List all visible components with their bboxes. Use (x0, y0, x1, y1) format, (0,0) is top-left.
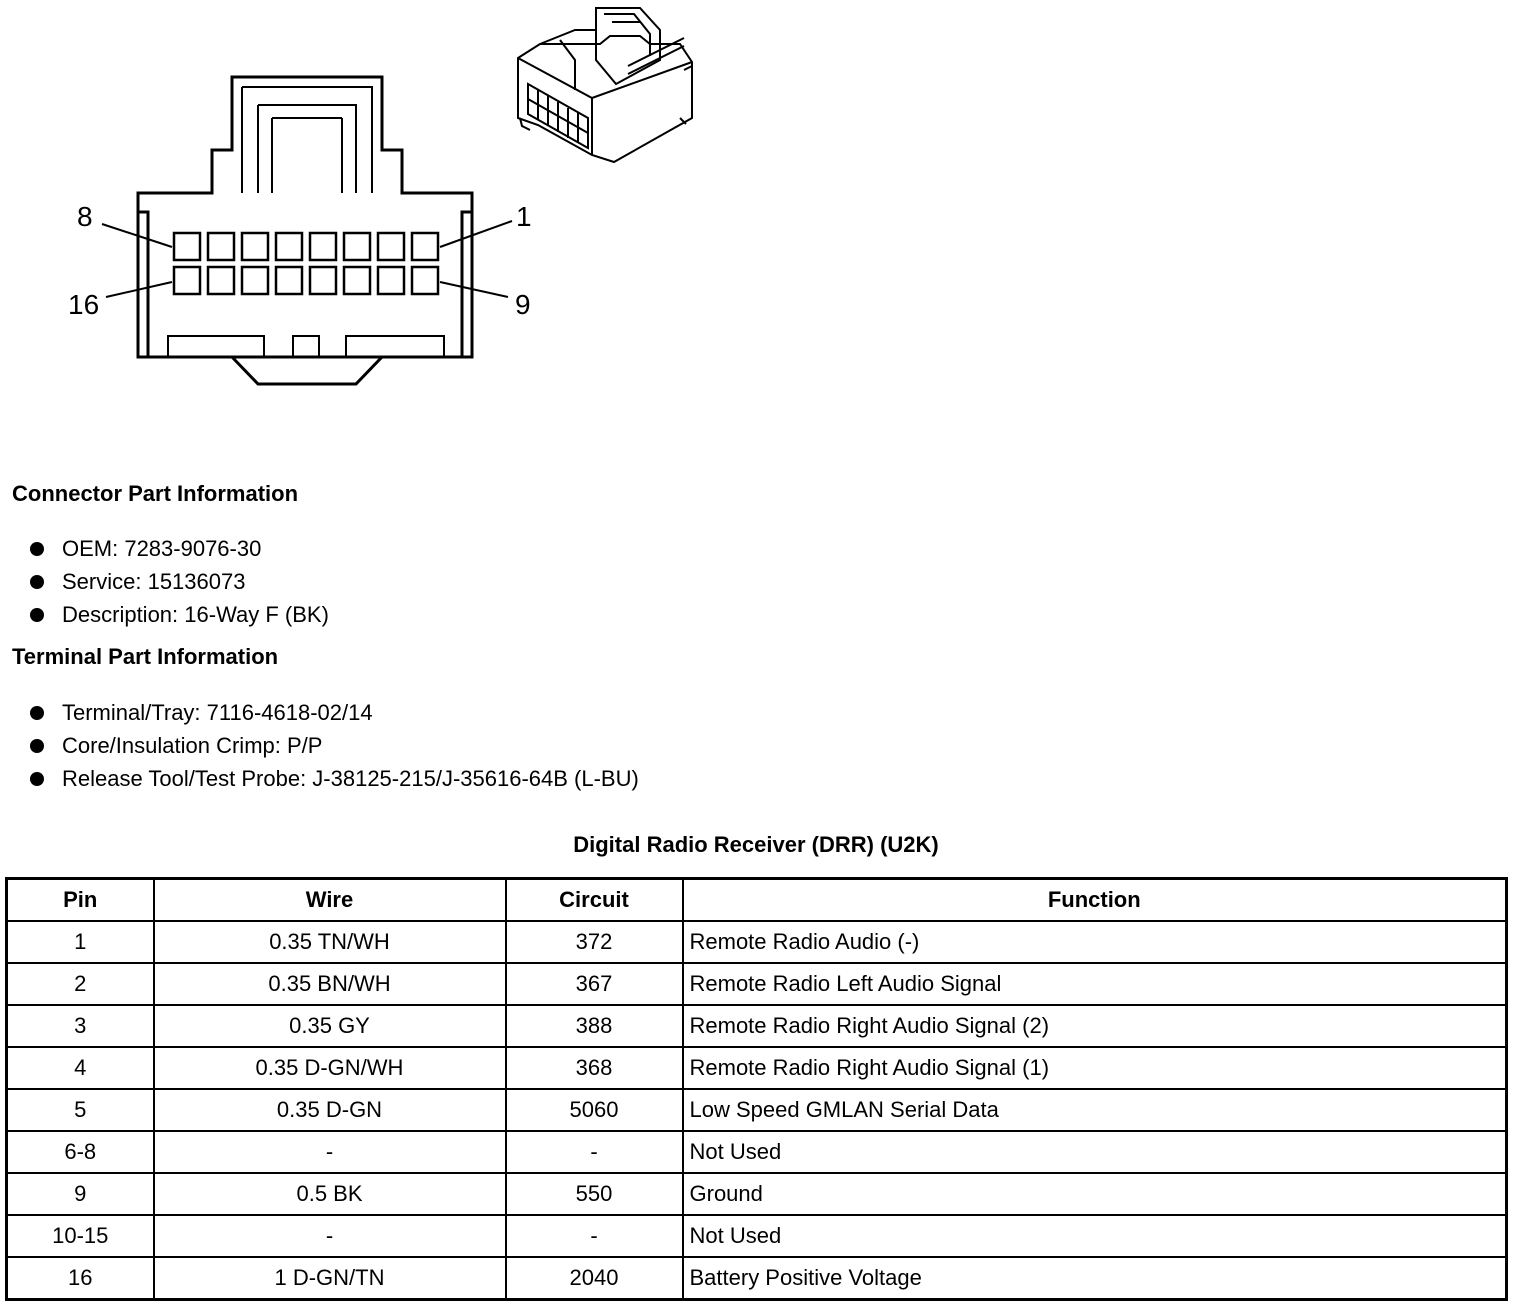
pin-cavity (344, 267, 370, 294)
pin-cavity (412, 233, 438, 260)
pin-cavity (412, 267, 438, 294)
bullet-icon (30, 608, 44, 622)
circuit-cell: - (506, 1131, 683, 1173)
pin-cell: 10-15 (7, 1215, 154, 1257)
wire-cell: 0.35 BN/WH (154, 963, 506, 1005)
list-item (30, 729, 639, 762)
pin-cavity (208, 233, 234, 260)
pin-cavity (310, 233, 336, 260)
circuit-cell: - (506, 1215, 683, 1257)
table-row (7, 1173, 1507, 1215)
function-cell: Remote Radio Left Audio Signal (683, 963, 1507, 1005)
table-row (7, 1215, 1507, 1257)
connector-3d-illustration (518, 8, 692, 162)
circuit-cell: 368 (506, 1047, 683, 1089)
list-item (30, 762, 639, 795)
function-cell: Remote Radio Right Audio Signal (1) (683, 1047, 1507, 1089)
list-item (30, 696, 639, 729)
wire-cell: 1 D-GN/TN (154, 1257, 506, 1300)
pin-cavity (242, 233, 268, 260)
function-cell: Remote Radio Audio (-) (683, 921, 1507, 963)
pin-cavity (276, 267, 302, 294)
list-item (30, 532, 329, 565)
wire-cell: 0.35 D-GN (154, 1089, 506, 1131)
list-item-text: OEM: 7283-9076-30 (62, 536, 262, 561)
function-cell: Not Used (683, 1215, 1507, 1257)
terminal-info-list (30, 696, 639, 795)
pin-cavity (344, 233, 370, 260)
function-cell: Ground (683, 1173, 1507, 1215)
wire-cell: - (154, 1131, 506, 1173)
connector-info-heading: Connector Part Information (12, 481, 299, 506)
wire-cell: 0.35 D-GN/WH (154, 1047, 506, 1089)
pin-cavity (378, 267, 404, 294)
table-row (7, 963, 1507, 1005)
wire-cell: 0.5 BK (154, 1173, 506, 1215)
pin-cavity (208, 267, 234, 294)
list-item-text: Release Tool/Test Probe: J-38125-215/J-35616-64B (L-BU) (62, 766, 639, 791)
wire-cell: 0.35 GY (154, 1005, 506, 1047)
pin-cavity (310, 267, 336, 294)
list-item (30, 565, 329, 598)
connector-info-list (30, 532, 329, 631)
bullet-icon (30, 739, 44, 753)
pin-cavity (174, 267, 200, 294)
pin-cell: 4 (7, 1047, 154, 1089)
connector-face-outline (138, 77, 472, 384)
table-row (7, 1005, 1507, 1047)
wire-cell: - (154, 1215, 506, 1257)
circuit-cell: 388 (506, 1005, 683, 1047)
wire-cell: 0.35 TN/WH (154, 921, 506, 963)
pin-label-9: 9 (515, 289, 531, 320)
circuit-cell: 5060 (506, 1089, 683, 1131)
column-header-function: Function (683, 879, 1507, 922)
pin-cavity (276, 233, 302, 260)
bullet-icon (30, 542, 44, 556)
circuit-cell: 372 (506, 921, 683, 963)
pin-label-1: 1 (516, 201, 532, 232)
list-item-text: Core/Insulation Crimp: P/P (62, 733, 323, 758)
pin-cell: 1 (7, 921, 154, 963)
function-cell: Not Used (683, 1131, 1507, 1173)
function-cell: Remote Radio Right Audio Signal (2) (683, 1005, 1507, 1047)
pin-cavity (174, 233, 200, 260)
list-item-text: Terminal/Tray: 7116-4618-02/14 (62, 700, 373, 725)
bullet-icon (30, 706, 44, 720)
circuit-cell: 367 (506, 963, 683, 1005)
table-header-row (7, 879, 1507, 922)
list-item-text: Service: 15136073 (62, 569, 246, 594)
pin-cell: 9 (7, 1173, 154, 1215)
column-header-wire: Wire (154, 879, 506, 922)
terminal-info-heading: Terminal Part Information (12, 644, 279, 669)
circuit-cell: 550 (506, 1173, 683, 1215)
table-row (7, 921, 1507, 963)
function-cell: Low Speed GMLAN Serial Data (683, 1089, 1507, 1131)
pin-cavity (378, 233, 404, 260)
bullet-icon (30, 772, 44, 786)
pinout-table (5, 877, 1508, 1301)
connector-diagram (0, 0, 760, 420)
table-title: Digital Radio Receiver (DRR) (U2K) (573, 832, 939, 857)
column-header-pin: Pin (7, 879, 154, 922)
table-row (7, 1131, 1507, 1173)
table-row (7, 1089, 1507, 1131)
pin-cell: 3 (7, 1005, 154, 1047)
pin-cell: 16 (7, 1257, 154, 1300)
function-cell: Battery Positive Voltage (683, 1257, 1507, 1300)
table-row (7, 1047, 1507, 1089)
table-row (7, 1257, 1507, 1300)
pin-label-8: 8 (77, 201, 93, 232)
column-header-circuit: Circuit (506, 879, 683, 922)
pin-cavity (242, 267, 268, 294)
pin-cell: 2 (7, 963, 154, 1005)
pin-cell: 5 (7, 1089, 154, 1131)
list-item (30, 598, 329, 631)
pin-label-16: 16 (68, 289, 100, 320)
circuit-cell: 2040 (506, 1257, 683, 1300)
pin-leader-lines (102, 221, 512, 297)
list-item-text: Description: 16-Way F (BK) (62, 602, 329, 627)
pin-cavities (174, 233, 438, 294)
bullet-icon (30, 575, 44, 589)
pin-cell: 6-8 (7, 1131, 154, 1173)
